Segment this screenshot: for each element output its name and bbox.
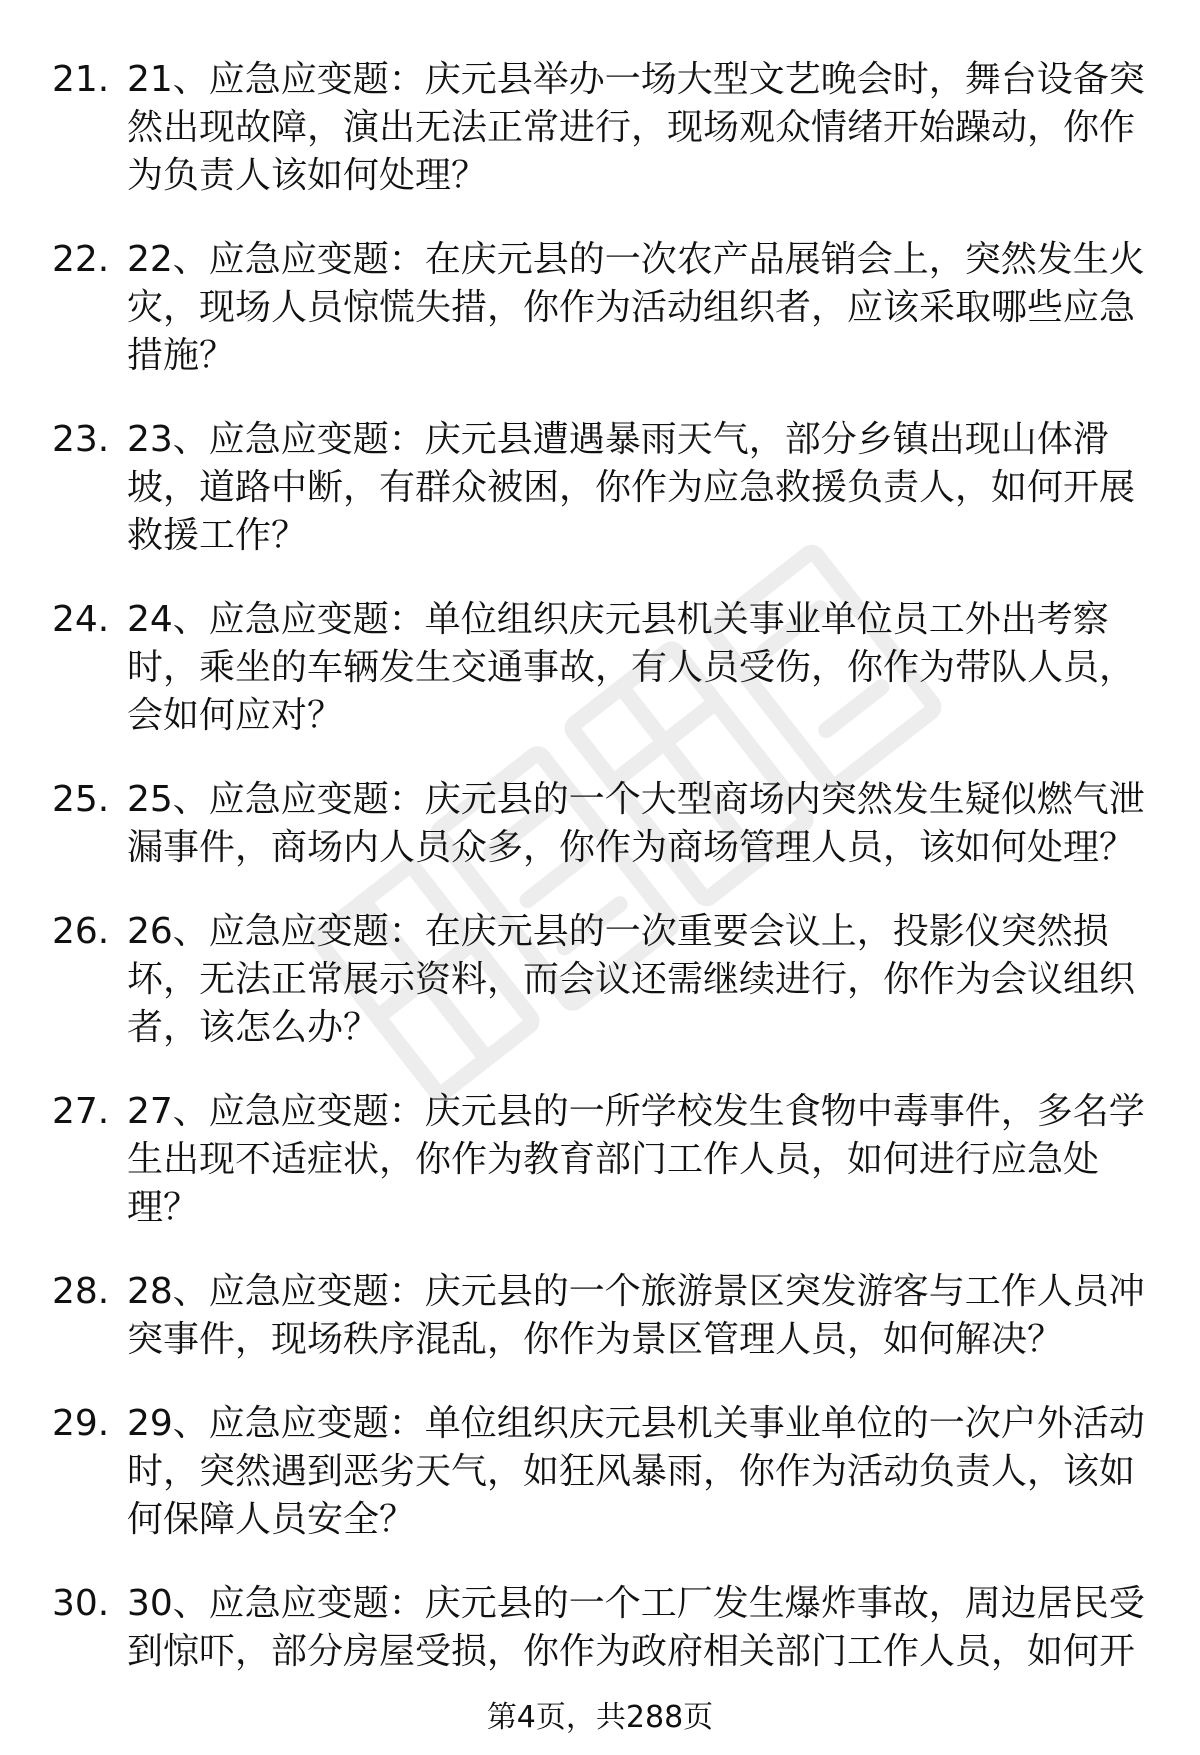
list-item bbox=[0, 596, 1200, 740]
item-text: 25、应急应变题：庆元县的一个大型商场内突然发生疑似燃气泄漏事件，商场内人员众多，你作为商场管理人员，该如何处理？ bbox=[127, 779, 1145, 868]
page-number-label: 第4页，共288页 bbox=[486, 1700, 714, 1735]
item-number: 22. bbox=[52, 239, 110, 280]
list-item bbox=[0, 1580, 1200, 1676]
item-number: 30. bbox=[52, 1583, 110, 1624]
list-item bbox=[0, 1268, 1200, 1364]
item-text: 21、应急应变题：庆元县举办一场大型文艺晚会时，舞台设备突然出现故障，演出无法正常进行，现场观众情绪开始躁动，你作为负责人该如何处理？ bbox=[127, 59, 1145, 196]
item-number: 28. bbox=[52, 1271, 110, 1312]
item-text: 27、应急应变题：庆元县的一所学校发生食物中毒事件，多名学生出现不适症状，你作为教育部门工作人员，如何进行应急处理？ bbox=[127, 1091, 1145, 1228]
item-number: 21. bbox=[52, 59, 110, 100]
list-item bbox=[0, 908, 1200, 1052]
item-text: 30、应急应变题：庆元县的一个工厂发生爆炸事故，周边居民受到惊吓，部分房屋受损，你作为政府相关部门工作人员，如何开 bbox=[127, 1583, 1145, 1672]
list-item bbox=[0, 776, 1200, 872]
item-text: 29、应急应变题：单位组织庆元县机关事业单位的一次户外活动时，突然遇到恶劣天气，如狂风暴雨，你作为活动负责人，该如何保障人员安全？ bbox=[127, 1403, 1145, 1540]
item-number: 26. bbox=[52, 911, 110, 952]
item-text: 28、应急应变题：庆元县的一个旅游景区突发游客与工作人员冲突事件，现场秩序混乱，你作为景区管理人员，如何解决？ bbox=[127, 1271, 1145, 1360]
item-text: 24、应急应变题：单位组织庆元县机关事业单位员工外出考察时，乘坐的车辆发生交通事故，有人员受伤，你作为带队人员，会如何应对？ bbox=[127, 599, 1136, 736]
item-text: 23、应急应变题：庆元县遭遇暴雨天气，部分乡镇出现山体滑坡，道路中断，有群众被困，你作为应急救援负责人，如何开展救援工作？ bbox=[127, 419, 1136, 556]
list-item bbox=[0, 56, 1200, 200]
item-number: 23. bbox=[52, 419, 110, 460]
item-text: 22、应急应变题：在庆元县的一次农产品展销会上，突然发生火灾，现场人员惊慌失措，你作为活动组织者，应该采取哪些应急措施？ bbox=[127, 239, 1145, 376]
item-number: 25. bbox=[52, 779, 110, 820]
item-number: 24. bbox=[52, 599, 110, 640]
item-number: 29. bbox=[52, 1403, 110, 1444]
item-text: 26、应急应变题：在庆元县的一次重要会议上，投影仪突然损坏，无法正常展示资料，而会议还需继续进行，你作为会议组织者，该怎么办？ bbox=[127, 911, 1136, 1048]
list-item bbox=[0, 416, 1200, 560]
list-item bbox=[0, 1088, 1200, 1232]
list-item bbox=[0, 1400, 1200, 1544]
item-number: 27. bbox=[52, 1091, 110, 1132]
page-footer bbox=[0, 1698, 1200, 1738]
question-list bbox=[0, 56, 1200, 1712]
list-item bbox=[0, 236, 1200, 380]
